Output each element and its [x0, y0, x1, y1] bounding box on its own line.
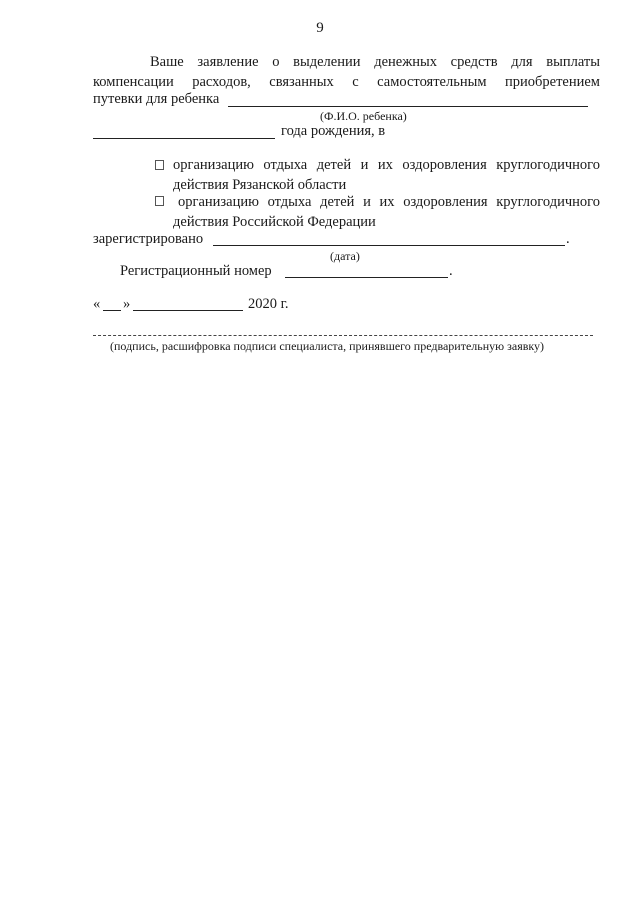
date-caption: (дата) — [330, 249, 360, 263]
registered-date-field[interactable] — [213, 245, 565, 246]
registered-label: зарегистрировано — [93, 231, 204, 247]
option-ryazan-checkbox[interactable] — [155, 160, 164, 170]
statement-line-2: компенсации расходов, связанных с самостоятельным приобретением — [93, 74, 600, 90]
signature-caption: (подпись, расшифровка подписи специалиста, принявшего предварительную заявку) — [110, 339, 545, 353]
birth-year-field[interactable] — [93, 138, 275, 139]
date-day-field[interactable] — [103, 310, 121, 311]
page-number: 9 — [316, 20, 324, 36]
reg-number-field[interactable] — [285, 277, 448, 278]
statement-line-1: Ваше заявление о выделении денежных средств для выплаты — [150, 54, 600, 70]
reg-number-label: Регистрационный номер — [120, 263, 272, 279]
option-ryazan-line-1: организацию отдыха детей и их оздоровления круглогодичного — [173, 157, 600, 173]
signature-field[interactable] — [93, 335, 593, 336]
date-open-quote: « — [93, 296, 101, 312]
child-name-field[interactable] — [228, 106, 588, 107]
option-ryazan-line-2: действия Рязанской области — [173, 177, 347, 193]
date-month-field[interactable] — [133, 310, 243, 311]
reg-number-period: . — [449, 263, 453, 279]
option-russia-checkbox[interactable] — [155, 196, 164, 206]
child-name-label: путевки для ребенка — [93, 91, 220, 107]
registered-period: . — [566, 231, 570, 247]
birth-year-label: года рождения, в — [281, 123, 386, 139]
child-name-caption: (Ф.И.О. ребенка) — [320, 109, 407, 123]
option-russia-line-2: действия Российской Федерации — [173, 214, 376, 230]
option-russia-line-1: организацию отдыха детей и их оздоровления круглогодичного — [178, 194, 600, 210]
date-close-quote: » — [123, 296, 131, 312]
date-year: 2020 г. — [248, 296, 289, 312]
